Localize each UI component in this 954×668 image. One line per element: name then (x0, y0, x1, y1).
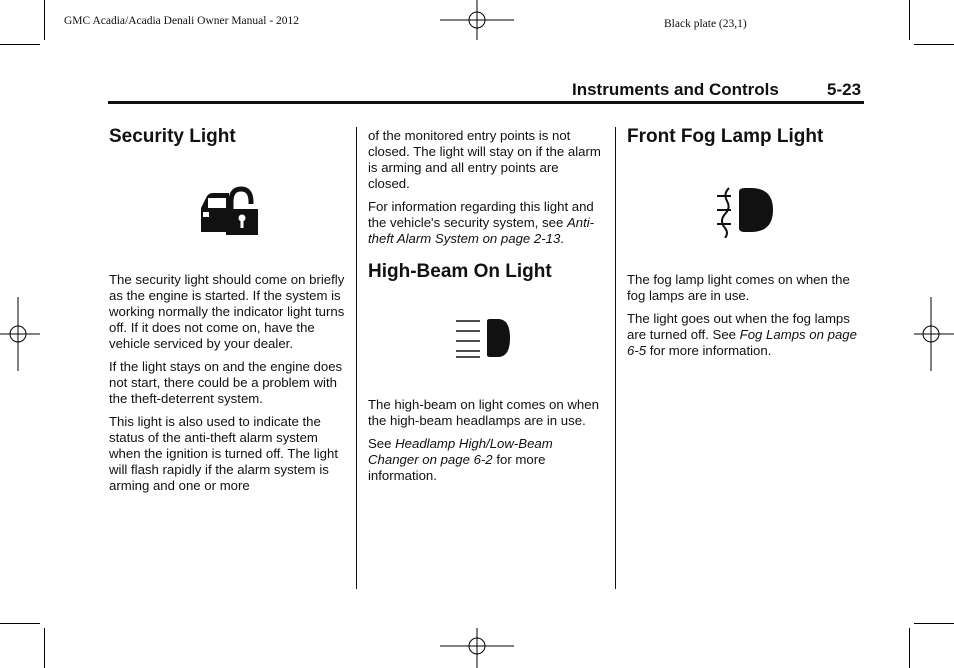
security-light-icon (195, 184, 261, 236)
registration-mark-top (440, 0, 514, 40)
cross-reference[interactable]: Headlamp High/Low-Beam Changer on page 6-2 (368, 436, 553, 467)
paragraph: of the monitored entry points is not closed. The light will stay on if the alarm is arming and all entry points are closed. (368, 128, 601, 191)
high-beam-icon-wrap (368, 283, 604, 397)
text: For information regarding this light and the vehicle's security system, see (368, 199, 594, 230)
column-divider (615, 127, 616, 589)
crop-mark (0, 623, 40, 624)
column-divider (356, 127, 357, 589)
column-2 (368, 128, 604, 491)
crop-mark (914, 44, 954, 45)
manual-title: GMC Acadia/Acadia Denali Owner Manual - 2012 (64, 15, 300, 27)
paragraph-off (627, 311, 861, 359)
security-light-icon-wrap (109, 148, 347, 272)
crop-mark (0, 44, 40, 45)
crop-mark (909, 628, 910, 668)
text: for more information. (368, 452, 546, 483)
fog-lamp-icon-wrap (627, 148, 861, 272)
column-1 (109, 126, 347, 501)
column-3 (627, 126, 861, 366)
crop-mark (44, 0, 45, 40)
text: for more information. (646, 343, 772, 358)
text: See (368, 436, 396, 451)
paragraph: If the light stays on and the engine does not start, there could be a problem with the theft-deterrent system. (109, 359, 343, 406)
crop-mark (44, 628, 45, 668)
paragraph: The fog lamp light comes on when the fog lamps are in use. (627, 272, 850, 303)
registration-mark-right (914, 297, 954, 371)
paragraph: The high-beam on light comes on when the high-beam headlamps are in use. (368, 397, 599, 428)
text: The light goes out when the fog lamps are turned off. See (627, 311, 850, 342)
fog-lamp-icon (715, 186, 777, 238)
header-rule (108, 101, 864, 104)
heading-security-light: Security Light (109, 126, 236, 147)
text: . (560, 231, 564, 246)
page-number: 5-23 (827, 80, 862, 99)
heading-fog-lamp: Front Fog Lamp Light (627, 126, 824, 147)
paragraph: The security light should come on briefly as the engine is started. If the system is working normally the indicator light turns off. If it does not come on, have the vehicle serviced by your dealer. (109, 272, 345, 351)
high-beam-icon (454, 318, 514, 360)
registration-mark-bottom (440, 628, 514, 668)
plate-label: Black plate (23,1) (664, 18, 747, 30)
cross-reference[interactable]: Fog Lamps on page 6-5 (627, 327, 857, 358)
heading-high-beam: High-Beam On Light (368, 261, 552, 282)
cross-reference[interactable]: Anti-theft Alarm System on page 2-13 (368, 215, 595, 246)
paragraph-info (368, 199, 604, 247)
crop-mark (909, 0, 910, 40)
paragraph-see (368, 436, 604, 484)
crop-mark (914, 623, 954, 624)
registration-mark-left (0, 297, 40, 371)
paragraph: This light is also used to indicate the status of the anti-theft alarm system when the ignition is turned off. The light will flash rapidly if the alarm system is arming and one or more (109, 414, 338, 493)
section-title: Instruments and Controls (572, 80, 779, 99)
